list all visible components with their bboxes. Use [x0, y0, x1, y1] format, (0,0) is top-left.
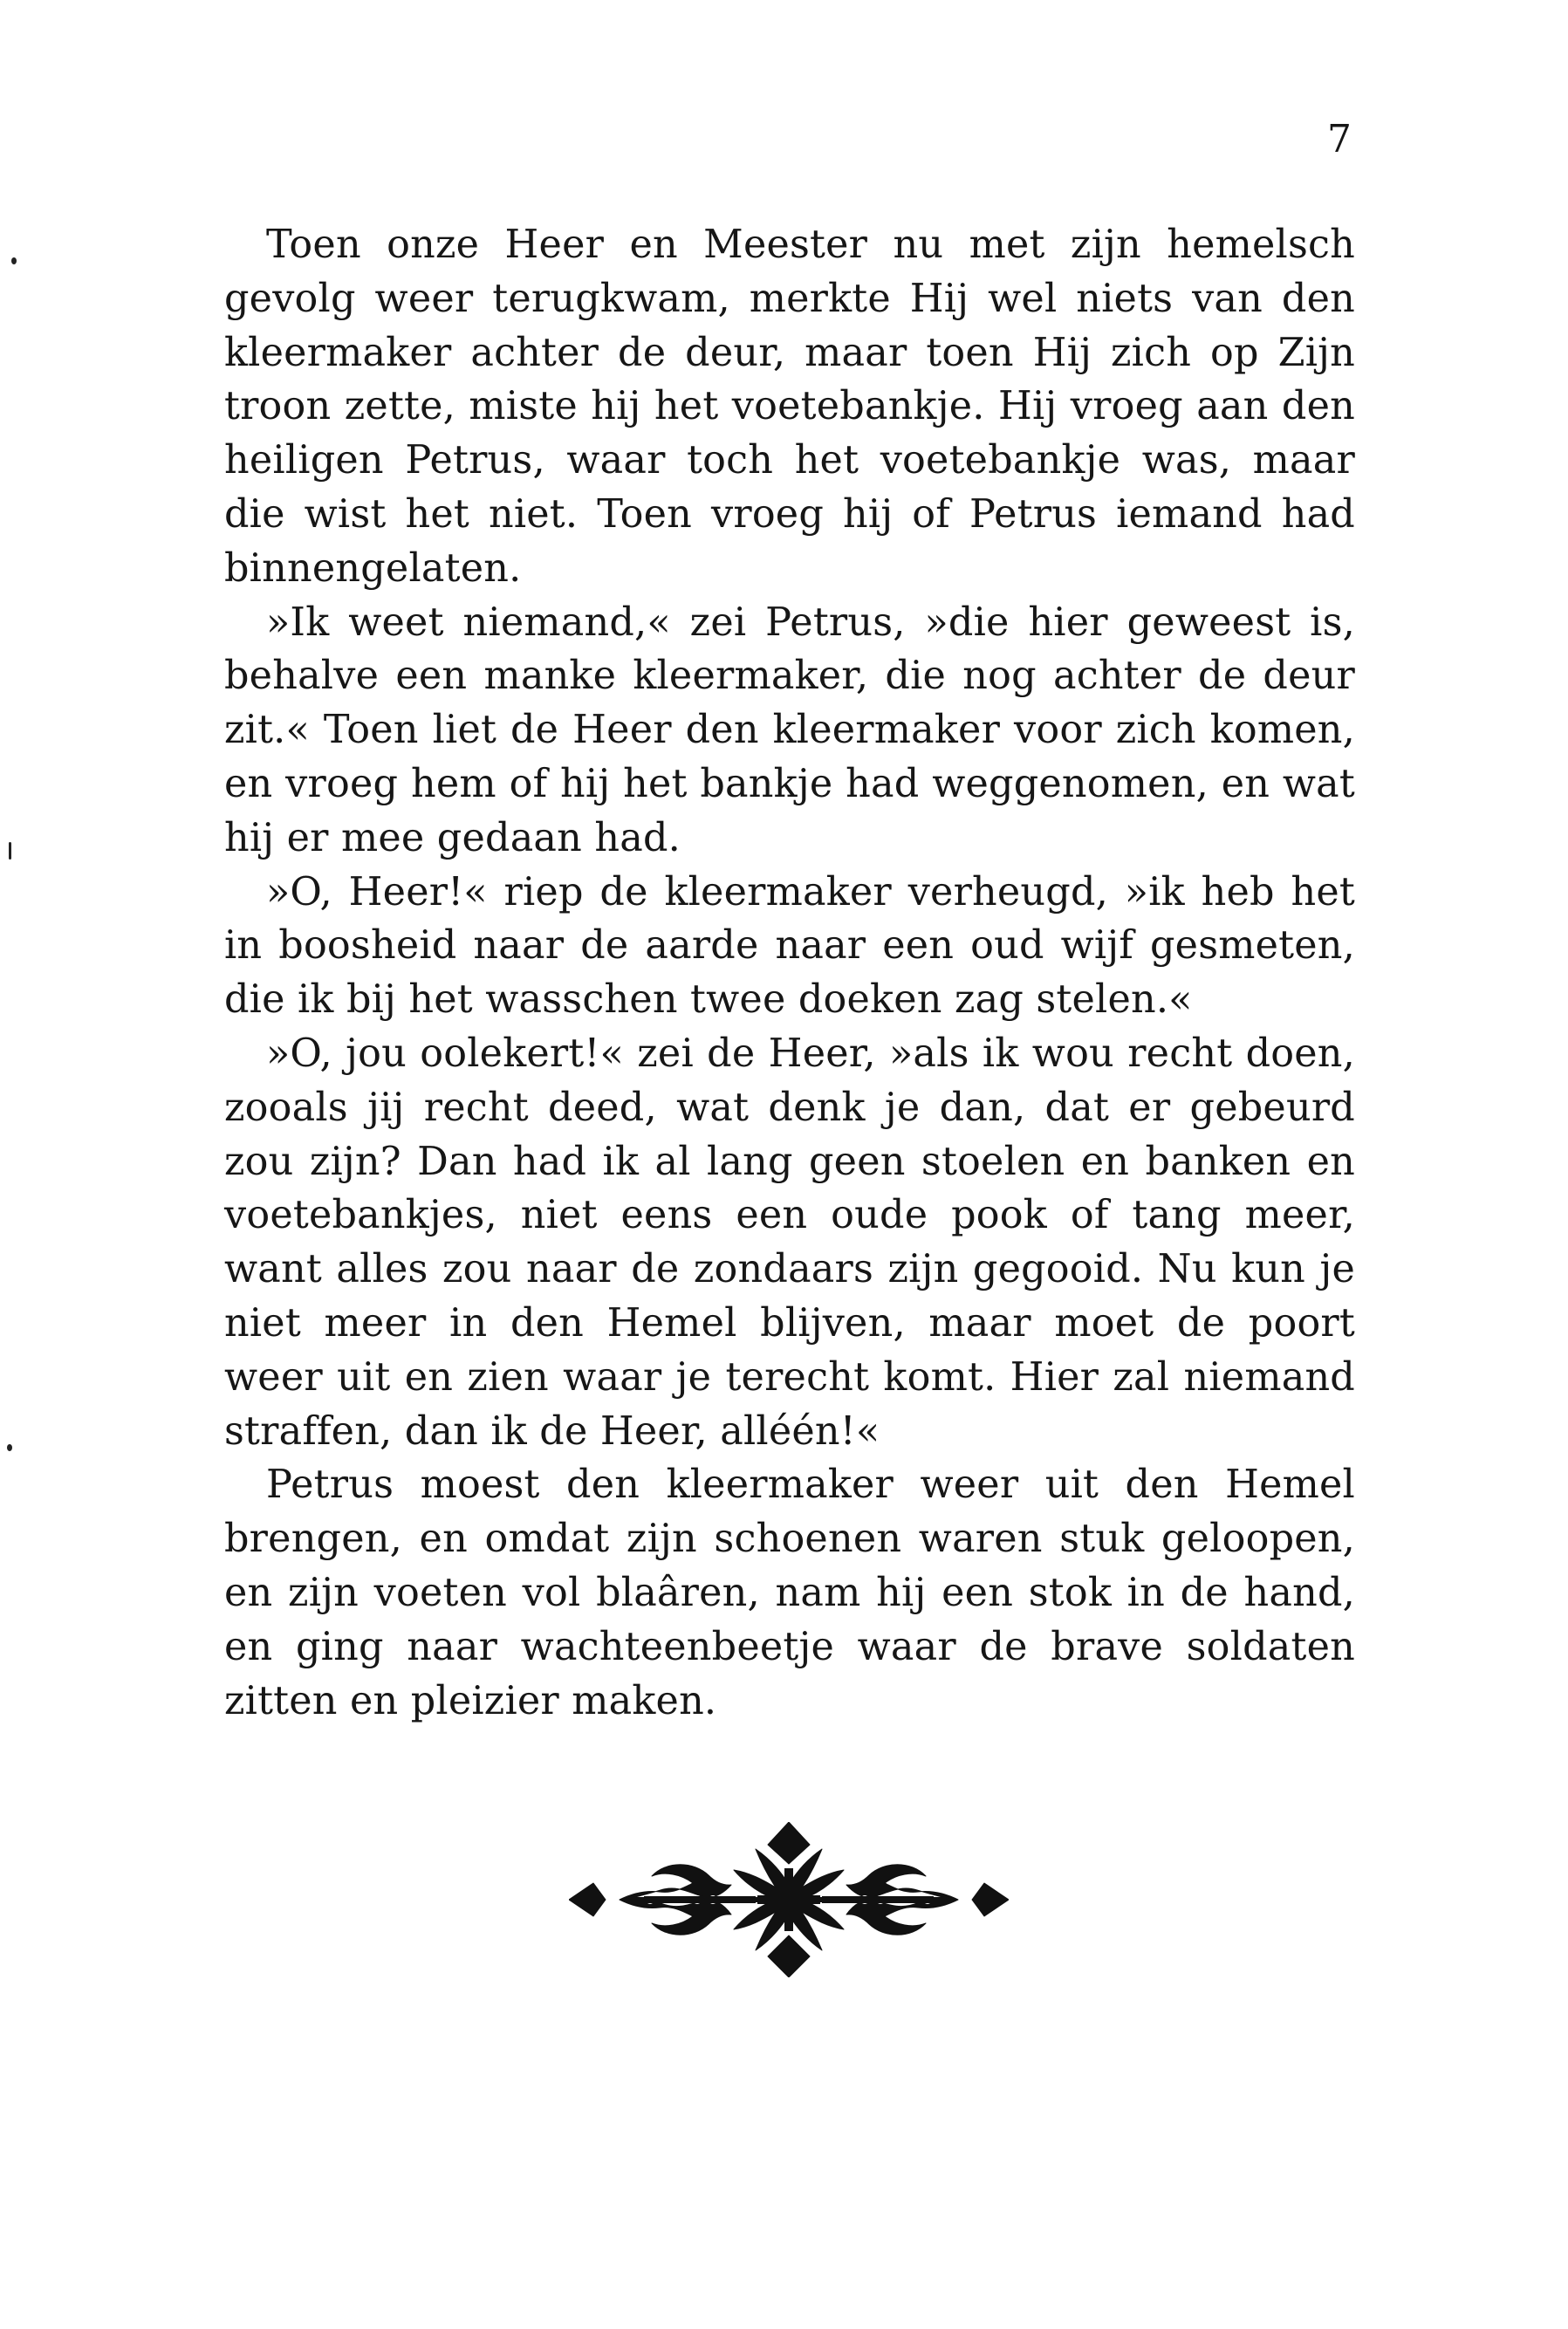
- margin-speck-top: [11, 257, 17, 264]
- margin-speck-lower: [7, 1444, 12, 1451]
- paragraph-four: »O, jou oolekert!« zei de Heer, »als ik wou recht doen, zooals jij recht deed, wat denk je dan, dat er gebeurd zou zijn? Dan had ik al lang geen stoelen en banken en voetebankjes, niet eens een oude pook of tang meer, want alles zou naar de zondaars zijn gegooid. Nu kun je niet meer in den Hemel blijven, maar moet de poort weer uit en zien waar je terecht komt. Hier zal niemand straffen, dan ik de Heer, alléén!«: [224, 1031, 1355, 1454]
- decorative-cross-ornament-icon: [569, 1822, 1009, 1977]
- margin-speck-middle: [9, 842, 11, 860]
- paragraph-three: »O, Heer!« riep de kleermaker verheugd, »ik heb het in boosheid naar de aarde naar een oud wijf gesmeten, die ik bij het wasschen twee doeken zag stelen.«: [224, 869, 1355, 1023]
- page-number: 7: [1327, 117, 1352, 161]
- paragraph-five: Petrus moest den kleermaker weer uit den Hemel brengen, en omdat zijn schoenen waren stuk geloopen, en zijn voeten vol blaâren, nam hij een stok in de hand, en ging naar wachteenbeetje waar de brave soldaten zitten en pleizier maken.: [224, 1462, 1355, 1723]
- paragraph-two: »Ik weet niemand,« zei Petrus, »die hier geweest is, behalve een manke kleermaker, die nog achter de deur zit.« Toen liet de Heer den kleermaker voor zich komen, en vroeg hem of hij het bankje had weggenomen, en wat hij er mee gedaan had.: [224, 599, 1355, 860]
- paragraph-one: Toen onze Heer en Meester nu met zijn hemelsch gevolg weer terugkwam, merkte Hij wel niets van den kleermaker achter de deur, maar toen Hij zich op Zijn troon zette, miste hij het voetebankje. Hij vroeg aan den heiligen Petrus, waar toch het voetebankje was, maar die wist het niet. Toen vroeg hij of Petrus iemand had binnengelaten.: [224, 223, 1355, 591]
- story-text: [224, 218, 1355, 1728]
